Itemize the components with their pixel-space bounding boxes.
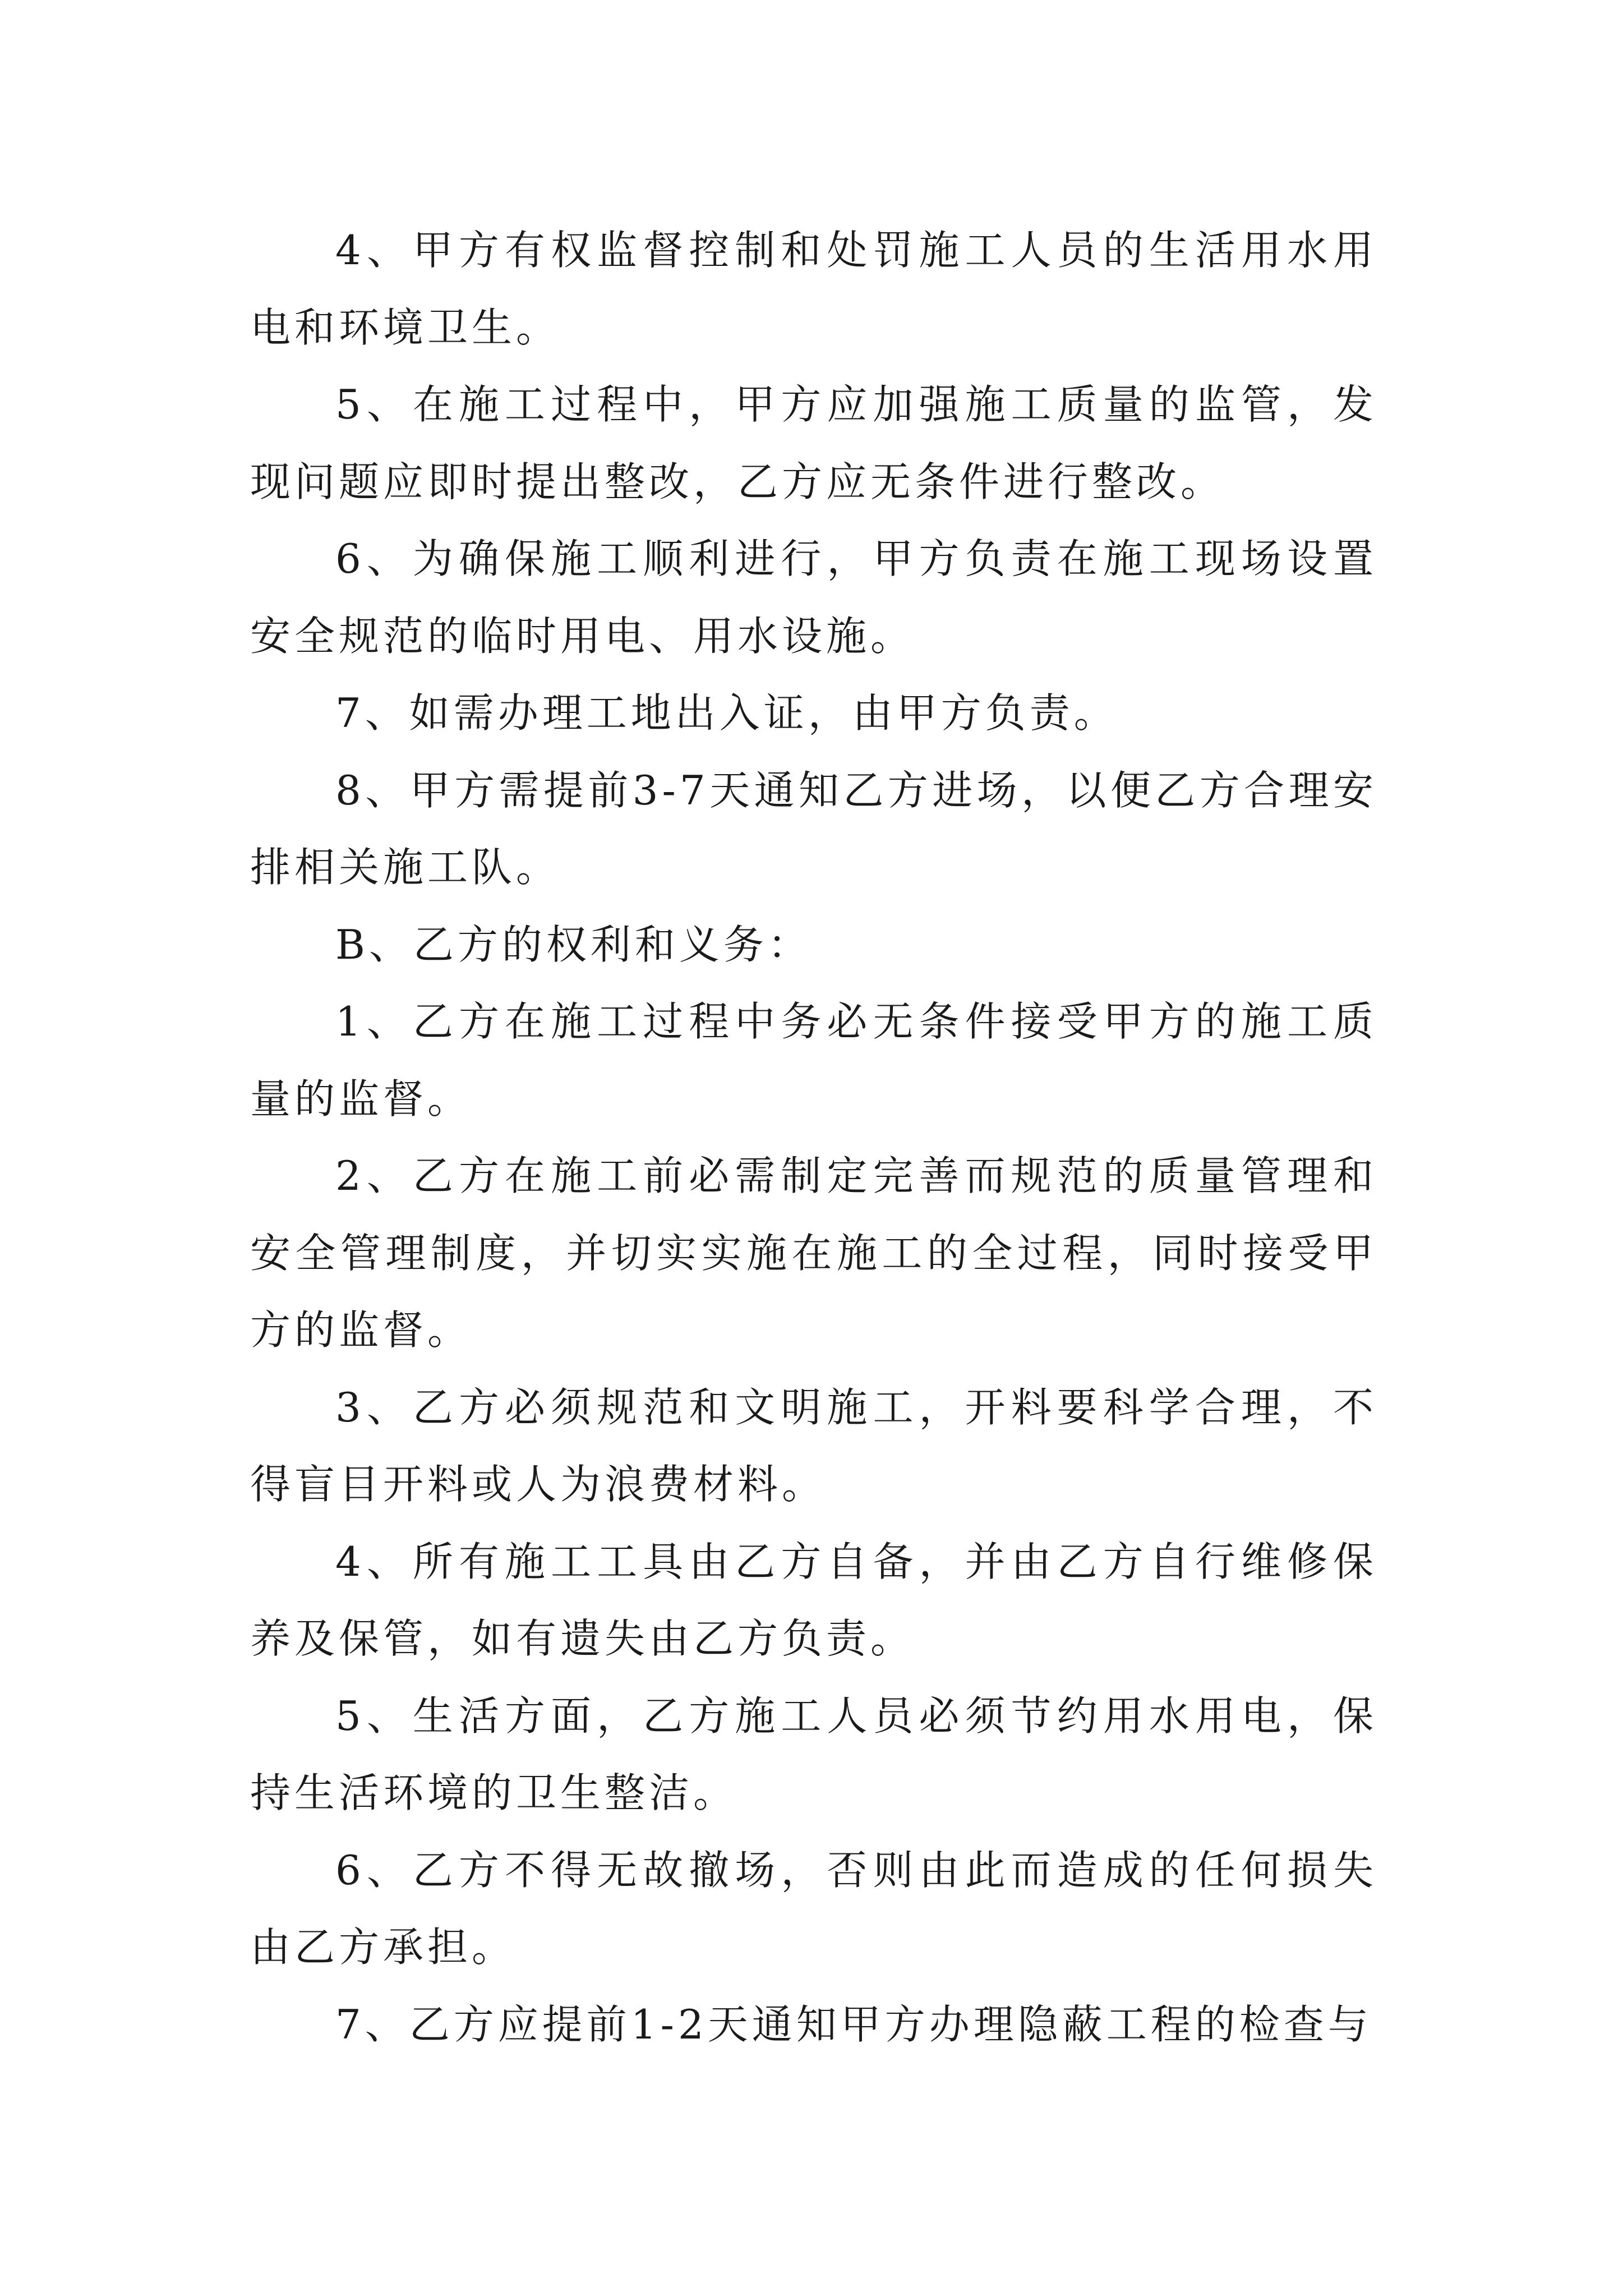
clause-b2: 2、乙方在施工前必需制定完善而规范的质量管理和安全管理制度，并切实实施在施工的全过程，同时接受甲方的监督。 xyxy=(250,1152,1377,1354)
clause-b7: 7、乙方应提前1-2天通知甲方办理隐蔽工程的检查与 xyxy=(335,2000,1372,2048)
clause-a8: 8、甲方需提前3-7天通知乙方进场，以便乙方合理安排相关施工队。 xyxy=(250,766,1377,891)
document-body xyxy=(250,212,1377,2063)
clause-b4: 4、所有施工工具由乙方自备，并由乙方自行维修保养及保管，如有遗失由乙方负责。 xyxy=(250,1538,1377,1662)
clause-b1: 1、乙方在施工过程中务必无条件接受甲方的施工质量的监督。 xyxy=(250,998,1377,1122)
clause-a6: 6、为确保施工顺利进行，甲方负责在施工现场设置安全规范的临时用电、用水设施。 xyxy=(250,535,1377,660)
clause-b6: 6、乙方不得无故撤场，否则由此而造成的任何损失由乙方承担。 xyxy=(250,1846,1377,1971)
clause-a5: 5、在施工过程中，甲方应加强施工质量的监管，发现问题应即时提出整改，乙方应无条件进行整改。 xyxy=(250,381,1377,505)
clause-a4: 4、甲方有权监督控制和处罚施工人员的生活用水用电和环境卫生。 xyxy=(250,227,1377,351)
clause-b5: 5、生活方面，乙方施工人员必须节约用水用电，保持生活环境的卫生整洁。 xyxy=(250,1692,1377,1816)
section-b-heading: B、乙方的权利和义务： xyxy=(335,921,812,968)
clause-a7: 7、如需办理工地出入证，由甲方负责。 xyxy=(335,689,1118,737)
clause-b3: 3、乙方必须规范和文明施工，开料要科学合理，不得盲目开料或人为浪费材料。 xyxy=(250,1383,1377,1508)
